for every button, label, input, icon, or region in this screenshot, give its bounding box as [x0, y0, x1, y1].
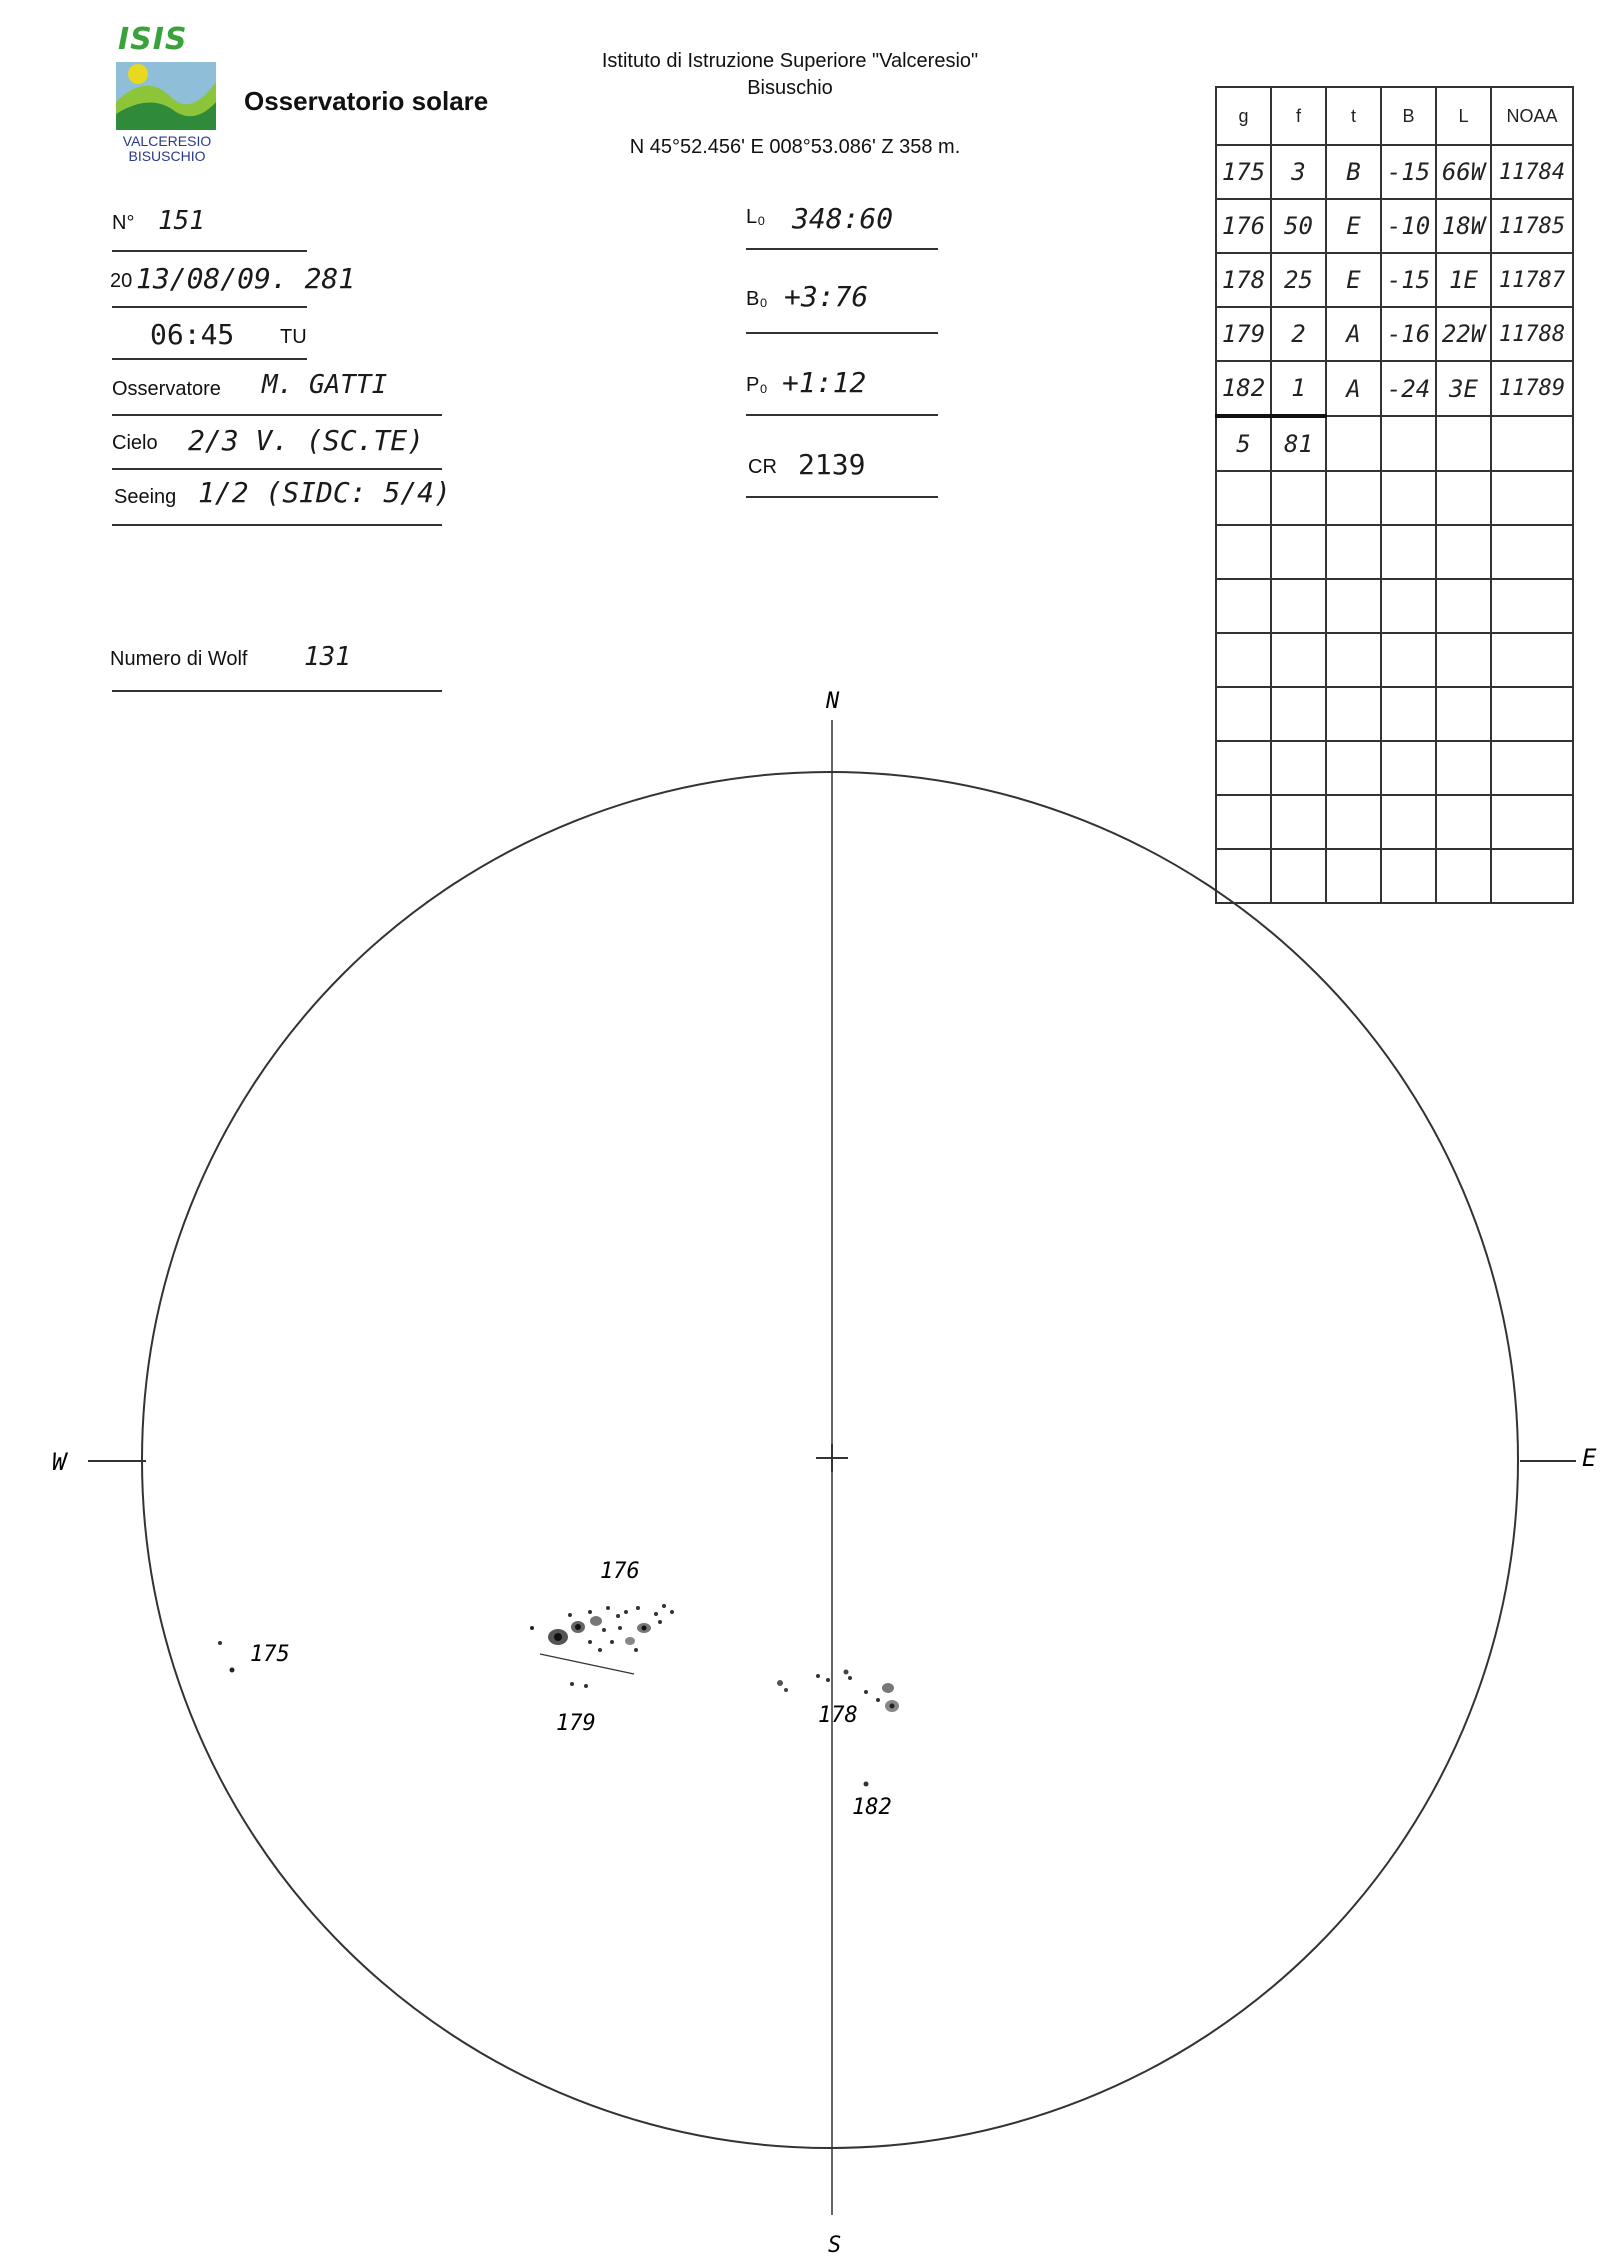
sunspot-group-178 — [777, 1670, 899, 1729]
institute-name: Istituto di Istruzione Superiore "Valceresio" — [601, 50, 979, 72]
cell-t: B — [1326, 145, 1381, 199]
logo-brand: ISIS — [118, 22, 188, 57]
cell-l: 18W — [1436, 199, 1491, 253]
header-t: t — [1326, 87, 1381, 145]
seeing-label: Seeing — [114, 486, 177, 508]
cell-f: 50 — [1271, 199, 1326, 253]
cell-f: 25 — [1271, 253, 1326, 307]
north-label: N — [826, 689, 840, 714]
p0-label: P₀ — [746, 374, 768, 396]
sunspot-group-176 — [530, 1559, 674, 1674]
l0-label: L₀ — [746, 206, 766, 228]
seeing-value: 1/2 (SIDC: 5/4) — [198, 476, 451, 509]
date-prefix: 20 — [110, 270, 133, 292]
number-label: N° — [112, 212, 135, 234]
total-groups: 5 — [1216, 416, 1271, 471]
wolf-value: 131 — [304, 642, 351, 672]
l0-value: 348:60 — [792, 202, 894, 235]
wolf-label: Numero di Wolf — [110, 648, 248, 670]
logo-sub-line1: VALCERESIO — [122, 133, 212, 149]
header-b: B — [1381, 87, 1436, 145]
cr-label: CR — [748, 456, 777, 478]
group-label-178: 178 — [818, 1703, 858, 1728]
cell-noaa: 11788 — [1491, 307, 1573, 361]
sky-label: Cielo — [112, 432, 158, 454]
cell-f: 1 — [1271, 361, 1326, 416]
west-label: W — [52, 1448, 67, 1476]
sunspot-group-179 — [556, 1682, 596, 1736]
observer-label: Osservatore — [112, 378, 221, 400]
cell-b: -24 — [1381, 361, 1436, 416]
institute-town: Bisuschio — [747, 77, 833, 99]
cell-g: 175 — [1216, 145, 1271, 199]
b0-label: B₀ — [746, 288, 768, 310]
cell-noaa: 11789 — [1491, 361, 1573, 416]
header-g: g — [1216, 87, 1271, 145]
cell-g: 176 — [1216, 199, 1271, 253]
cell-b: -16 — [1381, 307, 1436, 361]
page-title: Osservatorio solare — [244, 86, 489, 116]
cell-b: -15 — [1381, 253, 1436, 307]
date-value: 13/08/09. 281 — [136, 262, 356, 295]
cell-noaa: 11784 — [1491, 145, 1573, 199]
group-label-175: 175 — [250, 1642, 290, 1667]
cell-f: 2 — [1271, 307, 1326, 361]
p0-value: +1:12 — [782, 366, 867, 399]
group-label-176: 176 — [600, 1559, 640, 1584]
cell-g: 179 — [1216, 307, 1271, 361]
cell-t: E — [1326, 253, 1381, 307]
header-noaa: NOAA — [1491, 87, 1573, 145]
sunspot-group-175 — [218, 1641, 290, 1673]
header-l: L — [1436, 87, 1491, 145]
cell-t: A — [1326, 307, 1381, 361]
sky-value: 2/3 V. (SC.TE) — [188, 424, 425, 457]
cell-f: 3 — [1271, 145, 1326, 199]
cell-g: 178 — [1216, 253, 1271, 307]
south-label: S — [828, 2233, 842, 2258]
group-label-179: 179 — [556, 1711, 596, 1736]
total-spots: 81 — [1271, 416, 1326, 471]
cell-l: 1E — [1436, 253, 1491, 307]
number-value: 151 — [158, 206, 205, 236]
cr-value: 2139 — [798, 448, 866, 481]
logo-sub-line2: BISUSCHIO — [128, 148, 206, 164]
east-label: E — [1582, 1444, 1597, 1472]
cell-t: A — [1326, 361, 1381, 416]
solar-disk-circle — [142, 772, 1518, 2148]
header-f: f — [1271, 87, 1326, 145]
cell-b: -15 — [1381, 145, 1436, 199]
cell-l: 3E — [1436, 361, 1491, 416]
observatory-coordinates: N 45°52.456' E 008°53.086' Z 358 m. — [629, 136, 961, 158]
cell-noaa: 11787 — [1491, 253, 1573, 307]
time-value: 06:45 — [150, 318, 235, 351]
cell-t: E — [1326, 199, 1381, 253]
group-label-182: 182 — [852, 1795, 892, 1820]
time-unit: TU — [280, 326, 307, 348]
cell-l: 22W — [1436, 307, 1491, 361]
b0-value: +3:76 — [784, 280, 869, 313]
observer-value: M. GATTI — [262, 370, 388, 400]
cell-noaa: 11785 — [1491, 199, 1573, 253]
cell-g: 182 — [1216, 361, 1271, 416]
cell-b: -10 — [1381, 199, 1436, 253]
sunspot-group-182 — [852, 1782, 892, 1821]
cell-l: 66W — [1436, 145, 1491, 199]
